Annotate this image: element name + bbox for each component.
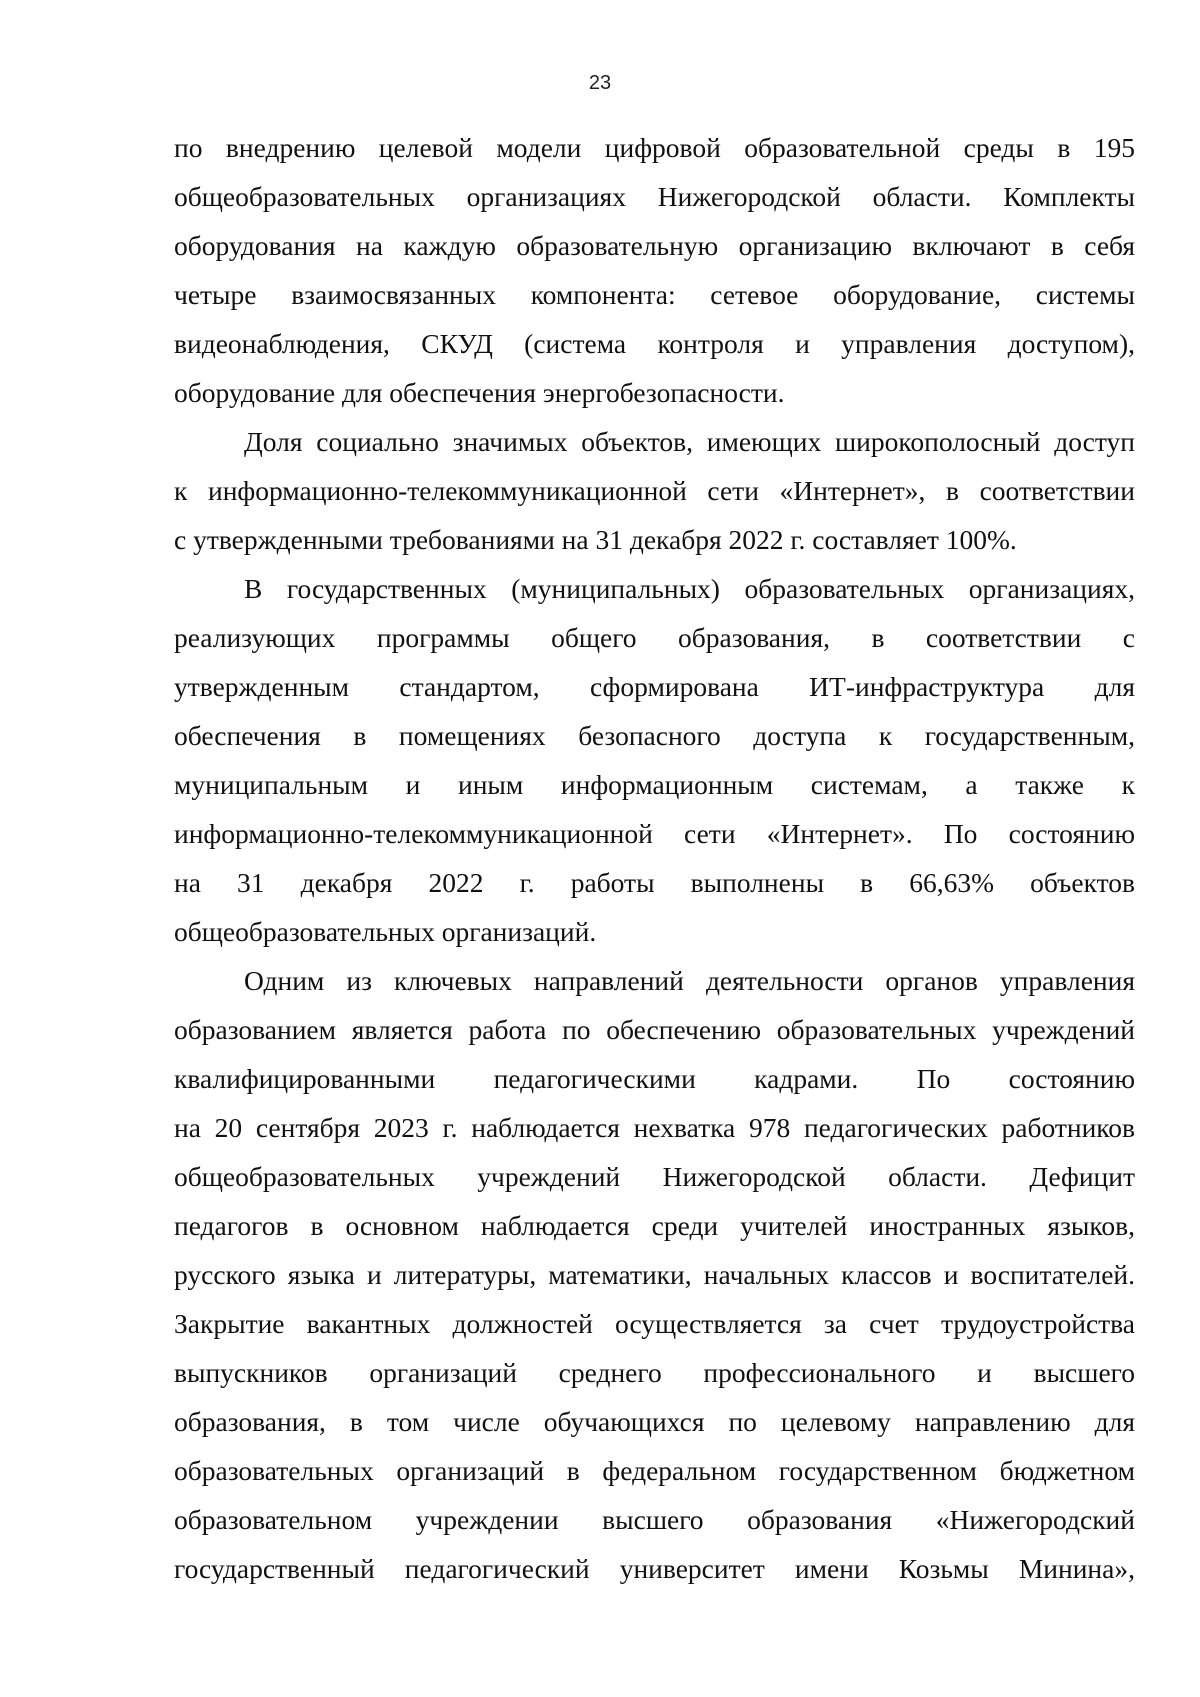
text-line: информационно-телекоммуникационной сети «Интернет». По состоянию <box>174 818 1135 849</box>
text-line: оборудование для обеспечения энергобезопасности. <box>174 377 785 408</box>
text-line: с утвержденными требованиями на 31 декабря 2022 г. составляет 100%. <box>174 524 1017 555</box>
text-line: четыре взаимосвязанных компонента: сетевое оборудование, системы <box>174 279 1135 310</box>
document-body <box>174 123 1135 1593</box>
text-line: образования, в том числе обучающихся по целевому направлению для <box>174 1406 1135 1437</box>
text-line: образовательном учреждении высшего образования «Нижегородский <box>174 1504 1135 1535</box>
text-line: образованием является работа по обеспечению образовательных учреждений <box>174 1014 1135 1045</box>
paragraph <box>174 956 1135 1593</box>
page-number: 23 <box>588 72 612 94</box>
text-line: муниципальным и иным информационным системам, а также к <box>174 769 1135 800</box>
paragraph <box>174 417 1135 564</box>
text-line: квалифицированными педагогическими кадрами. По состоянию <box>174 1063 1135 1094</box>
text-line: на 20 сентября 2023 г. наблюдается нехватка 978 педагогических работников <box>174 1112 1135 1143</box>
text-line: В государственных (муниципальных) образовательных организациях, <box>244 573 1135 604</box>
text-line: русского языка и литературы, математики, начальных классов и воспитателей. <box>174 1259 1135 1290</box>
text-line: общеобразовательных учреждений Нижегородской области. Дефицит <box>174 1161 1135 1192</box>
text-line: общеобразовательных организациях Нижегородской области. Комплекты <box>174 181 1135 212</box>
paragraph <box>174 564 1135 956</box>
text-line: Одним из ключевых направлений деятельности органов управления <box>244 965 1135 996</box>
text-line: к информационно-телекоммуникационной сети «Интернет», в соответствии <box>174 475 1135 506</box>
text-line: видеонаблюдения, СКУД (система контроля и управления доступом), <box>174 328 1135 359</box>
text-line: педагогов в основном наблюдается среди учителей иностранных языков, <box>174 1210 1135 1241</box>
text-line: общеобразовательных организаций. <box>174 916 597 947</box>
text-line: реализующих программы общего образования, в соответствии с <box>174 622 1135 653</box>
text-line: Закрытие вакантных должностей осуществляется за счет трудоустройства <box>174 1308 1135 1339</box>
paragraph <box>174 123 1135 417</box>
text-line: Доля социально значимых объектов, имеющих широкополосный доступ <box>244 426 1135 457</box>
text-line: государственный педагогический университет имени Козьмы Минина», <box>174 1553 1135 1584</box>
text-line: по внедрению целевой модели цифровой образовательной среды в 195 <box>174 132 1135 163</box>
text-line: оборудования на каждую образовательную организацию включают в себя <box>174 230 1135 261</box>
text-line: утвержденным стандартом, сформирована ИТ-инфраструктура для <box>174 671 1135 702</box>
text-line: обеспечения в помещениях безопасного доступа к государственным, <box>174 720 1135 751</box>
text-line: на 31 декабря 2022 г. работы выполнены в 66,63% объектов <box>174 867 1135 898</box>
text-line: образовательных организаций в федеральном государственном бюджетном <box>174 1455 1135 1486</box>
text-line: выпускников организаций среднего профессионального и высшего <box>174 1357 1135 1388</box>
